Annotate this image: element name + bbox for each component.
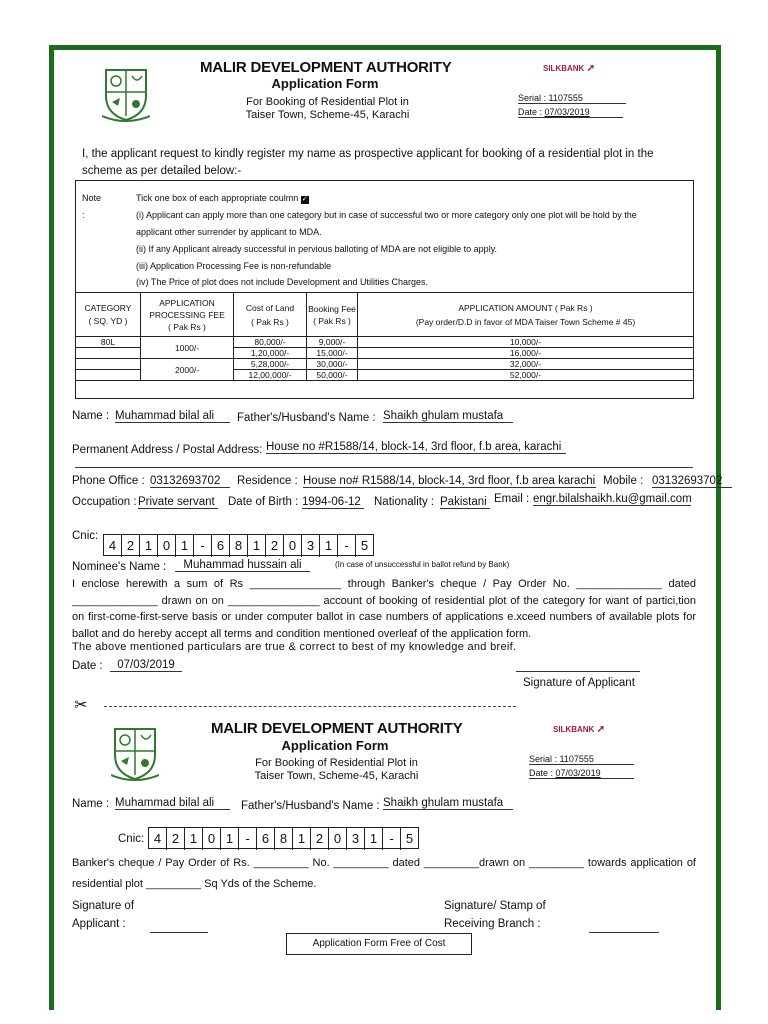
note-label: Note [82, 193, 102, 203]
header-date: Date : 07/03/2019 [529, 768, 634, 779]
note-i2: applicant other surrender by applicant to MDA. [136, 227, 322, 237]
checkbox-icon: ✓ [301, 196, 308, 203]
free-label: Application Form Free of Cost [286, 933, 472, 955]
cell-cat: 80L [76, 337, 141, 348]
nominee-label: Nominee's Name : [72, 561, 167, 573]
mda-logo-icon [102, 66, 150, 122]
silkbank-logo: SILKBANK ➚ [543, 63, 595, 74]
cell-book: 30,000/- [307, 359, 358, 370]
serial: Serial : 1107555 [529, 754, 634, 765]
cnic-digit: 3 [302, 535, 320, 557]
email-label: Email : [494, 493, 530, 505]
name-field[interactable]: Muhammad bilal ali [115, 797, 230, 810]
cell-amt: 10,000/- [358, 337, 694, 348]
date-label: Date : [72, 660, 103, 672]
name-label: Name : [72, 798, 110, 810]
cnic-digit: 1 [248, 535, 266, 557]
header-date: Date : 07/03/2019 [518, 107, 623, 118]
cell-book: 15,000/- [307, 348, 358, 359]
signature-label: Signature of Applicant [523, 677, 635, 689]
cnic-digit: 1 [365, 828, 383, 850]
dob-label: Date of Birth : [228, 496, 299, 508]
cnic-digit: 1 [176, 535, 194, 557]
th-booking: Booking Fee ( Pak Rs ) [307, 293, 358, 337]
note-colon: : [82, 210, 85, 220]
cnic-digit: 1 [320, 535, 338, 557]
cnic-digit: 0 [158, 535, 176, 557]
cnic-digit: 6 [212, 535, 230, 557]
th-cost: Cost of Land ( Pak Rs ) [234, 293, 307, 337]
th-processing: APPLICATION PROCESSING FEE ( Pak Rs ) [141, 293, 234, 337]
cnic-label: Cnic: [72, 530, 99, 542]
note-i: (i) Applicant can apply more than one category but in case of successful two or more category only one plot will be hold by the [136, 210, 637, 220]
header-line1: For Booking of Residential Plot in [255, 757, 418, 769]
cnic-digit: 6 [257, 828, 275, 850]
cnic-field[interactable] [103, 534, 374, 556]
cnic-digit: 5 [405, 831, 414, 846]
note-iii: (iii) Application Processing Fee is non-refundable [136, 261, 332, 271]
declaration-true: The above mentioned particulars are true & correct to best of my knowledge and breif. [72, 641, 517, 653]
table-row [76, 337, 694, 348]
note-iv: (iv) The Price of plot does not include Development and Utilities Charges. [136, 277, 428, 287]
cnic-digit: 4 [104, 535, 122, 557]
father-field[interactable]: Shaikh ghulam mustafa [383, 797, 513, 810]
mobile-field[interactable]: 03132693702 [652, 475, 732, 488]
cnic-digit: 8 [275, 828, 293, 850]
cnic-digit: 1 [140, 535, 158, 557]
table-row [76, 359, 694, 370]
sig-bank-label1: Signature/ Stamp of [444, 900, 546, 912]
cell-proc: 1000/- [141, 337, 234, 359]
date-field[interactable]: 07/03/2019 [110, 659, 182, 672]
cell-cat [76, 370, 141, 381]
org-title: MALIR DEVELOPMENT AUTHORITY [211, 720, 463, 737]
name-label: Name : [72, 410, 110, 422]
nominee-note: (In case of unsuccessful in ballot refund by Bank) [335, 560, 510, 569]
scissors-icon: ✂ [74, 697, 88, 714]
silkbank-logo: SILKBANK ➚ [553, 724, 605, 735]
cell-cost: 1,20,000/- [234, 348, 307, 359]
address-label: Permanent Address / Postal Address: [72, 444, 263, 456]
cnic-label: Cnic: [118, 833, 145, 845]
cnic-digit: 5 [360, 538, 369, 553]
signature-line[interactable] [516, 671, 640, 672]
cnic-digit: 0 [284, 535, 302, 557]
residence-label: Residence : [237, 475, 298, 487]
cheque-text: Banker's cheque / Pay Order of Rs. _________ No. _________ dated _________drawn on _________ towards application of residential plot _________ Sq Yds of the Scheme. [72, 857, 696, 890]
cnic-digit: 8 [230, 535, 248, 557]
sig-bank-line[interactable] [589, 932, 659, 933]
cnic-digit: 0 [203, 828, 221, 850]
cut-line [104, 706, 516, 707]
fee-table [75, 292, 694, 381]
dob-field[interactable]: 1994-06-12 [302, 496, 364, 509]
sig-app-line[interactable] [150, 932, 208, 933]
father-label: Father's/Husband's Name : [237, 412, 376, 424]
address-line2[interactable] [75, 467, 693, 468]
note-tick: Tick one box of each appropriate coulmn ✓ [136, 193, 308, 203]
nationality-label: Nationality : [374, 496, 435, 508]
cnic-digit: 4 [149, 828, 167, 850]
nominee-field[interactable]: Muhammad hussain ali [175, 559, 310, 572]
cell-amt: 16,000/- [358, 348, 694, 359]
org-title: MALIR DEVELOPMENT AUTHORITY [200, 59, 452, 76]
phone-label: Phone Office : [72, 475, 145, 487]
cell-proc: 2000/- [141, 359, 234, 381]
form-title: Application Form [281, 738, 389, 753]
header-line2: Taiser Town, Scheme-45, Karachi [245, 109, 410, 121]
cell-book: 9,000/- [307, 337, 358, 348]
cnic-digit: 1 [185, 828, 203, 850]
cell-book: 50,000/- [307, 370, 358, 381]
cnic-digit: 3 [347, 828, 365, 850]
note-ii: (ii) If any Applicant already successful in pervious balloting of MDA are not eligible to apply. [136, 244, 498, 254]
cnic-digit: 1 [293, 828, 311, 850]
header-line1: For Booking of Residential Plot in [246, 96, 409, 108]
cnic-digit: - [239, 828, 257, 850]
cell-cost: 12,00,000/- [234, 370, 307, 381]
residence-field[interactable]: House no# R1588/14, block-14, 3rd floor, f.b area karachi [303, 475, 596, 487]
cell-amt: 32,000/- [358, 359, 694, 370]
phone-field[interactable]: 03132693702 [150, 475, 230, 488]
occupation-label: Occupation : [72, 496, 137, 508]
serial: Serial : 1107555 [518, 93, 626, 104]
cnic-digit: - [194, 535, 212, 557]
cnic-digit: 2 [167, 828, 185, 850]
sig-bank-label2: Receiving Branch : [444, 918, 541, 930]
cnic-digit: 2 [266, 535, 284, 557]
cell-cat [76, 359, 141, 370]
cnic-digit: 1 [221, 828, 239, 850]
cnic-digit: - [383, 828, 401, 850]
cnic-field[interactable] [148, 827, 419, 849]
occupation-field[interactable]: Private servant [138, 496, 218, 509]
declaration-text: I enclose herewith a sum of Rs _______________ through Banker's cheque / Pay Order No. ______________ dated ______________ drawn on on _______________ account of booking of residential plot of the category for want of partici,tion on first-come-first-serve basis or under computer ballot in case numbers of applications e.xceed numbers of available plots for ballot and do hereby accept all terms and condition mentioned overleaf of the application form. [72, 578, 696, 640]
nationality-field[interactable]: Pakistani [440, 496, 490, 509]
cnic-digit: - [338, 535, 356, 557]
father-label: Father's/Husband's Name : [241, 800, 380, 812]
sig-app-label1: Signature of [72, 900, 135, 912]
mda-logo-icon [111, 725, 159, 781]
form-title: Application Form [271, 76, 379, 91]
cnic-digit: 0 [329, 828, 347, 850]
th-amount: APPLICATION AMOUNT ( Pak Rs ) (Pay order/D.D in favor of MDA Taiser Town Scheme # 45) [358, 293, 694, 337]
father-field[interactable]: Shaikh ghulam mustafa [383, 410, 513, 423]
name-field[interactable]: Muhammad bilal ali [115, 410, 230, 423]
mobile-label: Mobile : [603, 475, 644, 487]
sig-app-label2: Applicant : [72, 918, 126, 930]
cnic-digit: 2 [122, 535, 140, 557]
cell-cat [76, 348, 141, 359]
cell-amt: 52,000/- [358, 370, 694, 381]
cell-cost: 5,28,000/- [234, 359, 307, 370]
email-field[interactable]: engr.bilalshaikh.ku@gmail.com [533, 493, 692, 505]
intro-text: I, the applicant request to kindly register my name as prospective applicant for booking of a residential plot in the scheme as per detailed below:- [82, 148, 654, 177]
header-line2: Taiser Town, Scheme-45, Karachi [254, 770, 419, 782]
th-category: CATEGORY ( SQ. YD ) [76, 293, 141, 337]
address-field[interactable]: House no #R1588/14, block-14, 3rd floor, f.b area, karachi [266, 441, 566, 454]
cell-cost: 80,000/- [234, 337, 307, 348]
cnic-digit: 2 [311, 828, 329, 850]
